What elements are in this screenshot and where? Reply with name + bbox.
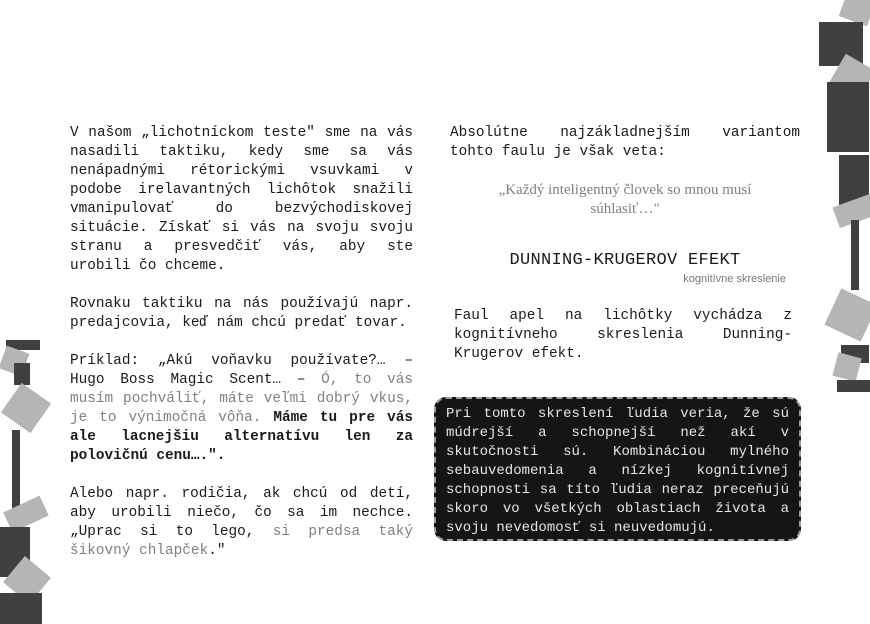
paragraph-example bbox=[70, 352, 413, 466]
decor-square bbox=[0, 593, 42, 624]
decor-square bbox=[14, 363, 30, 385]
decor-square bbox=[851, 220, 859, 290]
info-box-text: Pri tomto skreslení ľudia veria, že sú múdrejší a schopnejší než akí v skutočnosti sú. Kombináciou mylného sebauvedomenia a nízkej kognitívnej schopnosti sa títo ľudia neraz preceňujú skoro vo všetkých oblastiach života a svoju nevedomosť si neuvedomujú. bbox=[446, 406, 789, 536]
section-heading: DUNNING-KRUGEROV EFEKT bbox=[509, 251, 741, 270]
example-intro: Príklad: „Akú voňavku používate?… – Hugo Boss Magic Scent… – bbox=[70, 353, 413, 388]
right-column bbox=[450, 124, 800, 364]
section-subheading: kognitívne skreslenie bbox=[683, 273, 786, 285]
paragraph-flattery-test: V našom „lichotníckom teste" sme na vás nasadili taktiku, kedy sme sa vás nenápadnými rétorickými vsuvkami v podobe irelavantných lichôtok snažili vmanipulovať do bezvýchodiskovej situácie. Získať si vás na svoju svoju stranu a presvedčiť vás, aby ste urobili čo chceme. bbox=[70, 125, 413, 274]
decor-square bbox=[824, 288, 870, 341]
paragraph-dunning-kruger: Faul apel na lichôtky vychádza z kognitívneho skreslenia Dunning-Krugerov efekt. bbox=[454, 308, 792, 362]
left-column bbox=[70, 124, 413, 561]
paragraph-basic-variant: Absolútne najzákladnejším variantom tohto faulu je však veta: bbox=[450, 125, 800, 160]
decor-square bbox=[837, 380, 870, 392]
quote: „Každý inteligentný človek so mnou musí súhlasiť…" bbox=[498, 182, 752, 217]
parents-end: ." bbox=[208, 543, 226, 559]
example-offer: Máme tu pre vás ale lacnejšiu alternatívu len za polovičnú cenu….". bbox=[70, 410, 413, 464]
paragraph-parents bbox=[70, 485, 413, 561]
paragraph-sellers: Rovnaku taktiku na nás používajú napr. predajcovia, keď nám chcú predať tovar. bbox=[70, 296, 413, 331]
parents-intro: Alebo napr. rodičia, ak chcú od detí, aby urobili niečo, čo sa im nechce. „Uprac si to lego, bbox=[70, 486, 413, 540]
info-box bbox=[434, 397, 801, 541]
decor-square bbox=[827, 82, 869, 152]
example-flattery: Ó, to vás musím pochváliť, máte veľmi dobrý vkus, je to výnimočná vôňa. bbox=[70, 372, 413, 426]
decor-square bbox=[832, 352, 861, 381]
parents-flattery: si predsa taký šikovný chlapček bbox=[70, 524, 413, 559]
decor-squares-top-right bbox=[815, 0, 870, 400]
decor-square bbox=[1, 383, 51, 433]
decor-squares-bottom-left bbox=[0, 335, 60, 624]
